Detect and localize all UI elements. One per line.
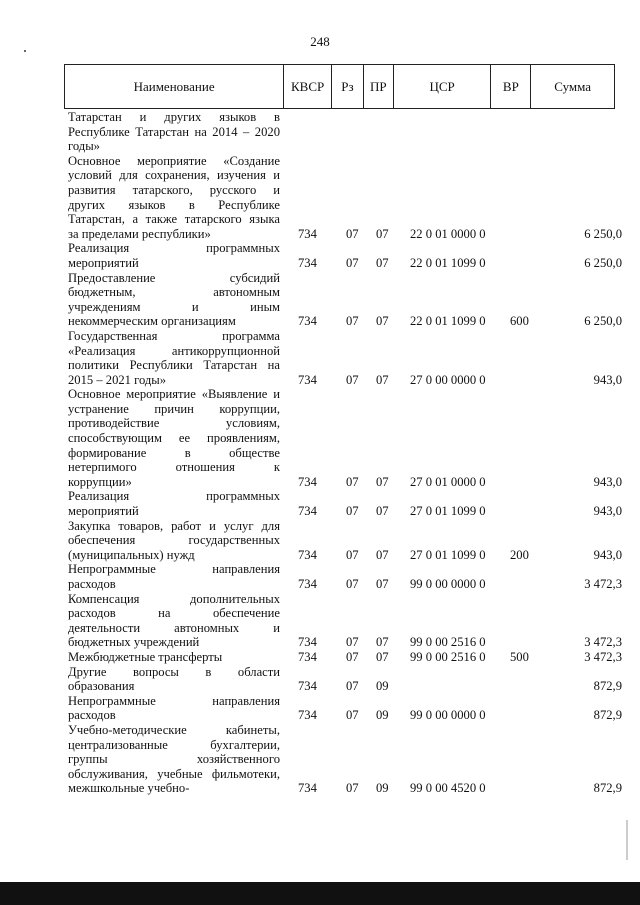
- row-vr: 200: [510, 547, 529, 562]
- row-pr: 07: [376, 474, 389, 489]
- row-rz: 07: [346, 474, 359, 489]
- row-name-line: мероприятий: [68, 504, 139, 519]
- row-kvsr: 734: [298, 708, 317, 723]
- row-name-line: за пределами республики»: [68, 226, 211, 241]
- row-rz: 07: [346, 255, 359, 270]
- row-vr: 600: [510, 314, 529, 329]
- row-name-line: Реализация программных: [68, 489, 280, 504]
- row-name-line: 2015 – 2021 годы»: [68, 372, 167, 387]
- row-pr: 07: [376, 547, 389, 562]
- row-csr: 99 0 00 0000 0: [410, 577, 486, 591]
- table-row: [64, 519, 624, 563]
- scan-edge-shadow: [626, 820, 628, 860]
- row-pr: 07: [376, 372, 389, 387]
- row-name: [64, 329, 280, 387]
- row-name-line: расходов на обеспечение: [68, 606, 280, 621]
- row-name-line: обслуживания, учебные фильмотеки,: [68, 766, 280, 781]
- table-row: [64, 650, 624, 665]
- row-name-line: деятельности автономных и: [68, 620, 280, 635]
- row-sum: 872,9: [593, 781, 622, 796]
- table-row: [64, 387, 624, 489]
- row-sum: 943,0: [593, 372, 622, 387]
- row-csr: 22 0 01 1099 0: [410, 255, 486, 270]
- table-row: [64, 489, 624, 518]
- row-name: [64, 519, 280, 563]
- row-name: [64, 271, 280, 329]
- row-name-line: Республике Татарстан на 2014 – 2020: [68, 124, 280, 139]
- row-name-line: мероприятий: [68, 255, 139, 270]
- row-kvsr: 734: [298, 226, 317, 241]
- table-row: [64, 665, 624, 694]
- row-kvsr: 734: [298, 577, 317, 591]
- row-pr: 09: [376, 708, 389, 723]
- row-name: [64, 665, 280, 694]
- row-name-line: Государственная программа: [68, 328, 280, 343]
- table-row: [64, 154, 624, 242]
- row-name-line: Непрограммные направления: [68, 562, 280, 577]
- row-pr: 07: [376, 649, 389, 664]
- row-rz: 07: [346, 679, 359, 694]
- table-row: [64, 271, 624, 329]
- row-name-line: учреждениям и иным: [68, 299, 280, 314]
- row-sum: 943,0: [593, 504, 622, 519]
- row-pr: 07: [376, 226, 389, 241]
- row-pr: 07: [376, 255, 389, 270]
- row-name: [64, 650, 280, 665]
- row-name-line: некоммерческим организациям: [68, 314, 236, 329]
- row-csr: 27 0 01 1099 0: [410, 547, 486, 562]
- table-row: [64, 110, 624, 154]
- row-rz: 07: [346, 314, 359, 329]
- row-name-line: расходов: [68, 708, 116, 723]
- row-csr: 27 0 01 0000 0: [410, 474, 486, 489]
- row-name-line: обеспечения государственных: [68, 533, 280, 548]
- row-sum: 6 250,0: [584, 255, 622, 270]
- row-rz: 07: [346, 547, 359, 562]
- row-kvsr: 734: [298, 649, 317, 664]
- row-name: [64, 723, 280, 796]
- row-name: [64, 489, 280, 518]
- table-header: [64, 64, 615, 109]
- row-rz: 07: [346, 635, 359, 650]
- row-name-line: централизованные бухгалтерии,: [68, 737, 280, 752]
- table-row: [64, 592, 624, 650]
- header-csr: ЦСР: [393, 65, 491, 108]
- row-name-line: других языков в Республике: [68, 197, 280, 212]
- row-rz: 07: [346, 649, 359, 664]
- row-csr: 27 0 00 0000 0: [410, 372, 486, 387]
- row-name: [64, 592, 280, 650]
- row-name-line: политики Республики Татарстан на: [68, 358, 280, 373]
- row-csr: 99 0 00 4520 0: [410, 781, 486, 796]
- row-kvsr: 734: [298, 474, 317, 489]
- row-kvsr: 734: [298, 255, 317, 270]
- row-sum: 6 250,0: [584, 314, 622, 329]
- row-kvsr: 734: [298, 679, 317, 694]
- row-name-line: устранение причин коррупции,: [68, 401, 280, 416]
- row-pr: 07: [376, 577, 389, 591]
- row-name: [64, 154, 280, 242]
- header-pr: ПР: [363, 65, 393, 108]
- row-name-line: противодействие условиям,: [68, 416, 280, 431]
- row-name-line: Учебно-методические кабинеты,: [68, 722, 280, 737]
- row-pr: 09: [376, 781, 389, 796]
- row-name-line: «Реализация антикоррупционной: [68, 343, 280, 358]
- row-name: [64, 387, 280, 489]
- row-sum: 943,0: [593, 474, 622, 489]
- row-name-line: образования: [68, 679, 135, 694]
- row-csr: 22 0 01 1099 0: [410, 314, 486, 329]
- row-csr: 99 0 00 0000 0: [410, 708, 486, 723]
- table-row: [64, 241, 624, 270]
- row-name-line: нетерпимого отношения к: [68, 460, 280, 475]
- row-name-line: развития татарского, русского и: [68, 182, 280, 197]
- row-name-line: Татарстан, а также татарского языка: [68, 212, 280, 227]
- row-csr: 99 0 00 2516 0: [410, 649, 486, 664]
- row-rz: 07: [346, 372, 359, 387]
- row-name-line: годы»: [68, 139, 100, 154]
- row-name-line: Татарстан и других языков в: [68, 110, 280, 124]
- row-name-line: бюджетным, автономным: [68, 285, 280, 300]
- table-row: [64, 723, 624, 796]
- row-rz: 07: [346, 226, 359, 241]
- row-pr: 09: [376, 679, 389, 694]
- row-pr: 07: [376, 504, 389, 519]
- row-name-line: Компенсация дополнительных: [68, 591, 280, 606]
- row-name-line: Реализация программных: [68, 241, 280, 256]
- row-rz: 07: [346, 708, 359, 723]
- row-name-line: способствующим ее проявлениям,: [68, 431, 280, 446]
- header-name: Наименование: [133, 78, 215, 94]
- row-rz: 07: [346, 577, 359, 591]
- row-sum: 872,9: [593, 708, 622, 723]
- row-name-line: межшкольные учебно-: [68, 781, 190, 796]
- table-row: [64, 329, 624, 387]
- row-name: [64, 110, 280, 154]
- row-name-line: Закупка товаров, работ и услуг для: [68, 518, 280, 533]
- header-vr: ВР: [490, 65, 530, 108]
- row-name-line: формирование в обществе: [68, 445, 280, 460]
- page-number: 248: [310, 34, 330, 49]
- row-sum: 6 250,0: [584, 226, 622, 241]
- row-sum: 943,0: [593, 547, 622, 562]
- header-kvsr: КВСР: [283, 65, 331, 108]
- row-csr: 99 0 00 2516 0: [410, 635, 486, 650]
- table-row: [64, 694, 624, 723]
- row-name-line: Межбюджетные трансферты: [68, 649, 223, 664]
- row-rz: 07: [346, 781, 359, 796]
- row-sum: 3 472,3: [584, 635, 622, 650]
- scan-bottom-border: [0, 882, 640, 905]
- row-name-line: Непрограммные направления: [68, 693, 280, 708]
- row-sum: 872,9: [593, 679, 622, 694]
- row-name-line: условий для сохранения, изучения и: [68, 168, 280, 183]
- row-name-line: (муниципальных) нужд: [68, 547, 195, 562]
- scan-speck: [24, 50, 26, 52]
- row-name-line: Основное мероприятие «Выявление и: [68, 387, 280, 402]
- table-row: [64, 562, 624, 591]
- row-name-line: коррупции»: [68, 474, 132, 489]
- row-kvsr: 734: [298, 781, 317, 796]
- row-rz: 07: [346, 504, 359, 519]
- row-sum: 3 472,3: [584, 649, 622, 664]
- row-name-line: группы хозяйственного: [68, 752, 280, 767]
- row-csr: 27 0 01 1099 0: [410, 504, 486, 519]
- row-vr: 500: [510, 649, 529, 664]
- row-name: [64, 562, 280, 591]
- row-sum: 3 472,3: [584, 577, 622, 591]
- row-csr: 22 0 01 0000 0: [410, 226, 486, 241]
- row-name: [64, 694, 280, 723]
- row-kvsr: 734: [298, 504, 317, 519]
- row-name: [64, 241, 280, 270]
- row-kvsr: 734: [298, 314, 317, 329]
- row-name-line: бюджетных учреждений: [68, 635, 200, 650]
- row-kvsr: 734: [298, 372, 317, 387]
- row-kvsr: 734: [298, 635, 317, 650]
- row-name-line: Предоставление субсидий: [68, 270, 280, 285]
- table-body: [64, 110, 624, 796]
- row-name-line: расходов: [68, 577, 116, 591]
- row-kvsr: 734: [298, 547, 317, 562]
- row-pr: 07: [376, 314, 389, 329]
- header-sum: Сумма: [530, 65, 614, 108]
- header-rz: Рз: [331, 65, 363, 108]
- row-pr: 07: [376, 635, 389, 650]
- row-name-line: Основное мероприятие «Создание: [68, 153, 280, 168]
- row-name-line: Другие вопросы в области: [68, 664, 280, 679]
